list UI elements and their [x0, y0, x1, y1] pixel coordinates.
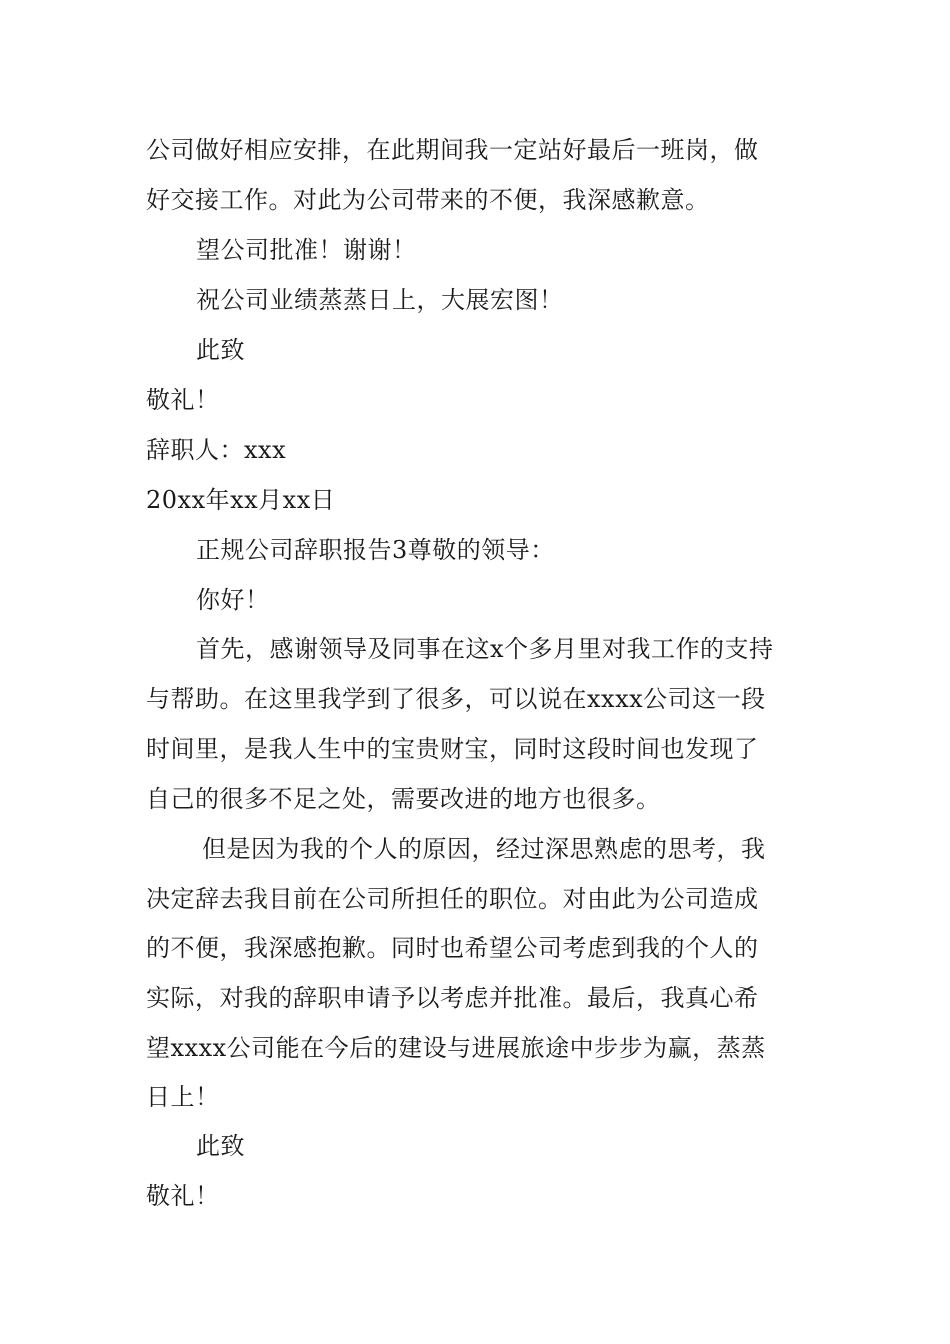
greeting-line: 你好！	[196, 586, 270, 614]
text-line: 好交接工作。对此为公司带来的不便，我深感歉意。	[146, 186, 710, 214]
signature-line: 辞职人：xxx	[146, 436, 287, 464]
closing-regards: 敬礼！	[146, 1182, 220, 1210]
text-line: 实际，对我的辞职申请予以考虑并批准。最后，我真心希	[146, 984, 759, 1012]
text-line: 与帮助。在这里我学到了很多，可以说在xxxx公司这一段	[146, 685, 766, 713]
text-line: 日上！	[146, 1083, 220, 1111]
text-line: 决定辞去我目前在公司所担任的职位。对由此为公司造成	[146, 885, 759, 913]
closing-regards: 敬礼！	[146, 386, 220, 414]
text-line: 望公司批准！谢谢！	[196, 236, 417, 264]
text-line: 望xxxx公司能在今后的建设与进展旅途中步步为赢，蒸蒸	[146, 1034, 766, 1062]
date-line: 20xx年xx月xx日	[146, 486, 336, 514]
text-line: 祝公司业绩蒸蒸日上，大展宏图！	[196, 286, 564, 314]
text-line: 自己的很多不足之处，需要改进的地方也很多。	[146, 785, 661, 813]
text-line: 时间里，是我人生中的宝贵财宝，同时这段时间也发现了	[146, 735, 759, 763]
text-line: 的不便，我深感抱歉。同时也希望公司考虑到我的个人的	[146, 934, 759, 962]
closing-salutation: 此致	[196, 1132, 245, 1160]
text-line: 首先，感谢领导及同事在这x个多月里对我工作的支持	[196, 635, 774, 663]
text-line: 公司做好相应安排，在此期间我一定站好最后一班岗，做	[146, 136, 759, 164]
closing-salutation: 此致	[196, 336, 245, 364]
section-heading: 正规公司辞职报告3尊敬的领导：	[196, 536, 555, 564]
text-line: 但是因为我的个人的原因，经过深思熟虑的思考，我	[202, 835, 766, 863]
